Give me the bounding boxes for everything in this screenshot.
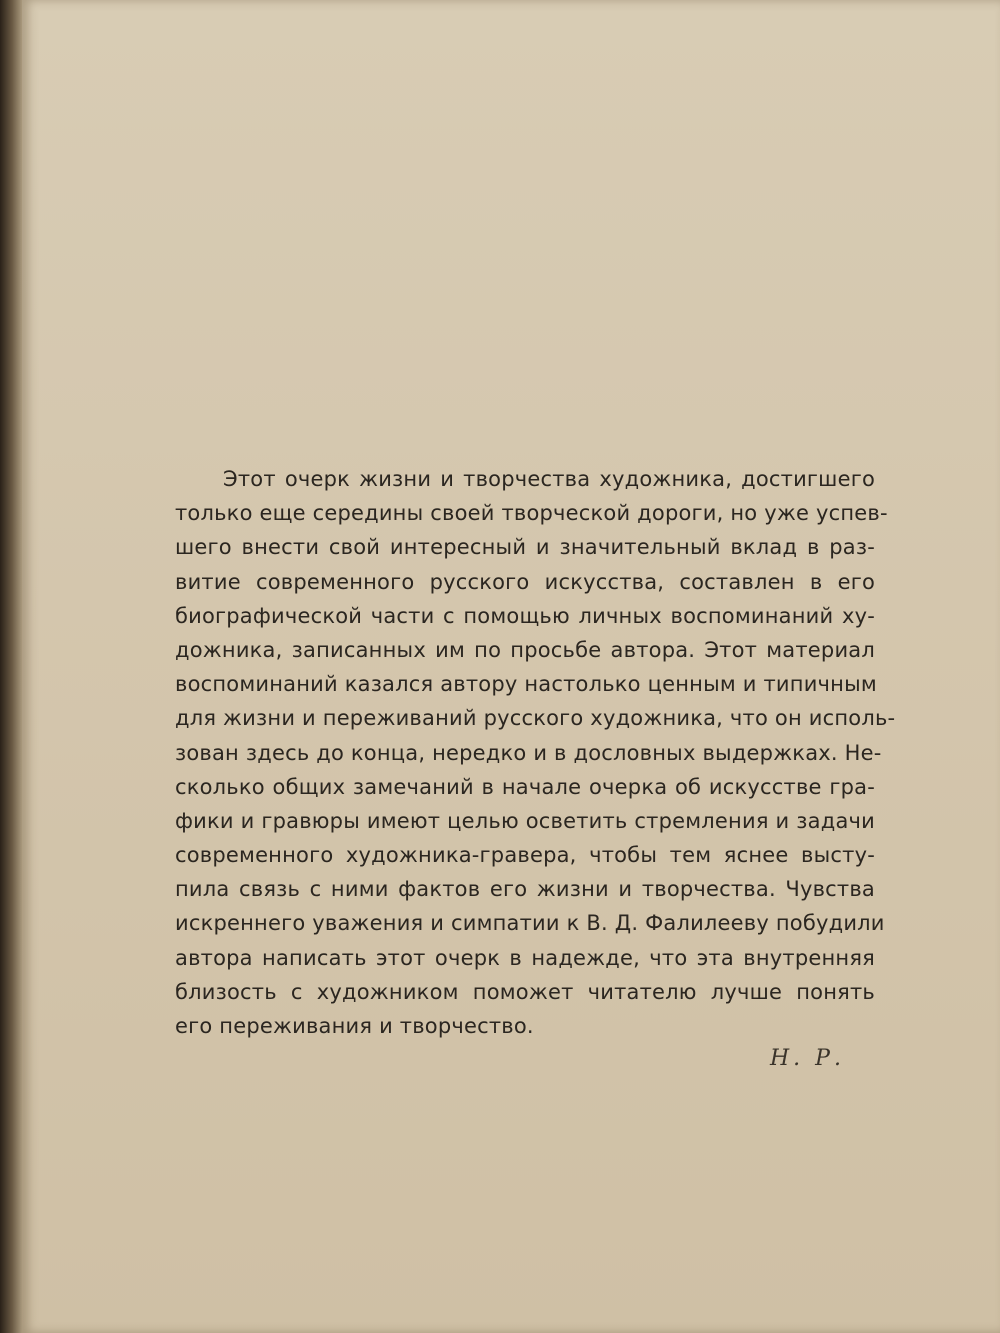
text-line: Этот очерк жизни и творчества художника, достигшего	[223, 467, 875, 491]
preface-text	[175, 462, 896, 1043]
book-gutter	[0, 0, 22, 1333]
text-line: дожника, записанных им по просьбе автора. Этот материал	[175, 637, 875, 662]
text-line: сколько общих замечаний в начале очерка об искусстве гра-	[175, 774, 875, 799]
text-line: искреннего уважения и симпатии к В. Д. Фалилееву побудили	[175, 911, 885, 936]
text-line: его переживания и творчество.	[175, 1014, 534, 1038]
text-line: современного художника-гравера, чтобы тем яснее высту-	[175, 843, 875, 868]
author-initials: Н. Р.	[770, 1046, 845, 1071]
text-line: зован здесь до конца, нередко и в дословных выдержках. Не-	[175, 740, 882, 765]
text-line: только еще середины своей творческой дороги, но уже успев-	[175, 501, 888, 526]
text-line: витие современного русского искусства, составлен в его	[175, 569, 875, 594]
text-line: шего внести свой интересный и значительный вклад в раз-	[175, 535, 875, 560]
text-line: для жизни и переживаний русского художника, что он исполь-	[175, 706, 896, 731]
text-line: биографической части с помощью личных воспоминаний ху-	[175, 603, 875, 628]
text-line: близость с художником поможет читателю лучше понять	[175, 979, 875, 1004]
text-line: автора написать этот очерк в надежде, что эта внутренняя	[175, 945, 875, 970]
text-line: пила связь с ними фактов его жизни и творчества. Чувства	[175, 877, 875, 902]
text-line: фики и гравюры имеют целью осветить стремления и задачи	[175, 808, 875, 833]
text-line: воспоминаний казался автору настолько ценным и типичным	[175, 672, 877, 697]
